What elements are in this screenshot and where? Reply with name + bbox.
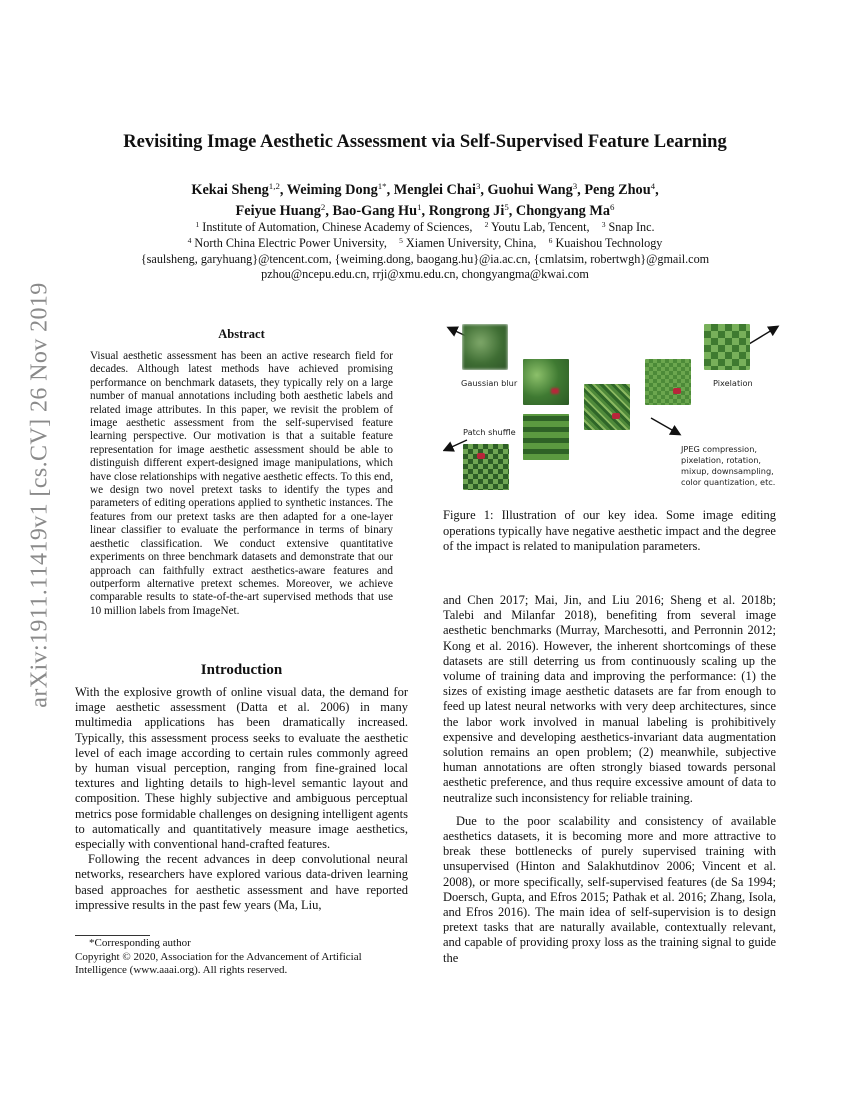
introduction-heading: Introduction	[200, 662, 283, 678]
affiliations: $^1$ Institute of Automation, Chinese Academy of Sciences, $^2$ Youtu Lab, Tencent, $^3$ Snap Inc. $^4$ North China Electric Power University, $^5$ Xiamen University, China, $^6$ Kuaishou Technology {saulsheng, garyhuang}@tencent.com, {weiming.dong, baogang.hu}@ia.ac.cn, {cmlatsim, robertwgh}@gmail.com pzhou@ncepu.edu.cn, rrji@xmu.edu.cn, chongyangma@kwai.com	[60, 220, 790, 283]
abstract-text: Visual aesthetic assessment has been an active research field for decades. Although latest methods have achieved promising performance on benchmark datasets, they typically rely on a large number of manual annotations including both aesthetic labels and related image attributes. In this paper, we revisit the problem of image aesthetic assessment from the self-supervised feature learning perspective. Our motivation is that a suitable feature representation for image aesthetic assessment should be able to distinguish different expert-designed image manipulations, which have close relationships with negative aesthetic effects. To this end, we design two novel pretext tasks to identify the types and parameters of editing operations applied to synthetic instances. The features from our pretext tasks are then adapted for a one-layer linear classifier to evaluate the performance in terms of binary aesthetic classification. We conduct extensive quantitative experiments on three benchmark datasets and demonstrate that our approach can faithfully extract aesthetics-aware features and outperform alternative pretext schemes. Moreover, we achieve comparable results to state-of-the-art supervised methods that use 10 million labels from ImageNet.	[90, 350, 393, 617]
figure-1	[443, 322, 788, 502]
arxiv-identifier-stamp	[20, 282, 60, 708]
email-line: pzhou@ncepu.edu.cn, rrji@xmu.edu.cn, chongyangma@kwai.com	[261, 267, 589, 282]
author: Kekai Sheng$^{1,2}$,	[191, 181, 287, 198]
label-gaussian-blur: Gaussian blur	[461, 378, 518, 388]
label-editing-operations: JPEG compression, pixelation, rotation, mixup, downsampling, color quantization, etc.	[681, 444, 776, 487]
thumbnail-original	[584, 384, 630, 430]
author: Guohui Wang$^3$,	[487, 181, 585, 198]
abstract-heading: Abstract	[218, 327, 265, 341]
arxiv-id-text: arXiv:1911.11419v1 [cs.CV] 26 Nov 2019	[26, 282, 53, 708]
right-column-body	[443, 593, 776, 966]
footnote-rule	[75, 935, 150, 936]
thumbnail-mild-blur	[523, 359, 569, 405]
author: Menglei Chai$^3$,	[393, 181, 488, 198]
paragraph: and Chen 2017; Mai, Jin, and Liu 2016; Sheng et al. 2018b; Talebi and Milanfar 2018), benefiting from several image aesthetic benchmarks (Murray, Marchesotti, and Perronnin 2012; Kong et al. 2016). However, the inherent shortcomings of these datasets are still deterring us from continuously scaling up the volume of training data and improving the performance: (1) the sizes of existing image aesthetic datasets are far from enough to feed up latest neural networks with very deep architectures, since the labor work involved in manual labeling is prohibitively expensive and developing aesthetics-invariant data augmentation solution remains an open problem; (2) meanwhile, subjective human annotations are often strongly biased towards personal aesthetic preference, and thus require excessive amount of data to neutralize such inconsistency for reliable training.	[443, 593, 776, 805]
thumbnail-mild-pixelation	[645, 359, 691, 405]
author: Rongrong Ji$^5$,	[428, 202, 516, 219]
author: Peng Zhou$^4$,	[584, 181, 659, 198]
footnote	[75, 937, 408, 978]
author: Chongyang Ma$^6$	[515, 202, 615, 219]
paragraph: Following the recent advances in deep convolutional neural networks, researchers have explored various data-driven learning based approaches for aesthetic assessment and have reported impressive results in the past few years (Ma, Liu,	[75, 852, 408, 912]
thumbnail-mild-shuffle	[523, 414, 569, 460]
paragraph: With the explosive growth of online visual data, the demand for image aesthetic assessment (Datta et al. 2006) in many multimedia applications has been dramatically increased. Typically, this assessment process seeks to evaluate the aesthetic level of each image according to certain rules commonly agreed by human visual perception, ranging from fine-grained local textures and lighting details to high-level semantic layout and composition. These highly subjective and ambiguous perceptual metrics pose formidable challenges on designing intelligent agents to automatically and quantitatively measure image aesthetics, especially with conventional hand-crafted features.	[75, 685, 408, 852]
author: Feiyue Huang$^2$,	[235, 202, 333, 219]
thumbnail-strong-pixelation	[704, 324, 750, 370]
author: Bao-Gang Hu$^1$,	[332, 202, 429, 219]
copyright-notice: Copyright © 2020, Association for the Advancement of Artificial Intelligence (www.aaai.org). All rights reserved.	[75, 950, 362, 976]
thumbnail-strong-shuffle	[463, 444, 509, 490]
email-line: {saulsheng, garyhuang}@tencent.com, {weiming.dong, baogang.hu}@ia.ac.cn, {cmlatsim, robertwgh}@gmail.com	[140, 251, 710, 266]
label-pixelation: Pixelation	[713, 378, 753, 388]
author-list	[60, 180, 790, 222]
introduction-body	[75, 685, 408, 913]
arrow-to-pixelation	[749, 327, 777, 344]
paragraph: Due to the poor scalability and consistency of available aesthetics datasets, it is becoming more and more attractive to break these bottlenecks of purely supervised training with unsupervised (Hinton and Salakhutdinov 2006; Vincent et al. 2008), or more specifically, self-supervised features (de Sa 1994; Doersch, Gupta, and Efros 2015; Pathak et al. 2016; Zhang, Isola, and Efros 2016). The main idea of self-supervision is to design pretext tasks that are naturally available, contextually relevant, and capable of providing proxy loss as the training signal to guide the	[443, 813, 776, 965]
label-patch-shuffle: Patch shuffle	[463, 427, 516, 437]
paper-title: Revisiting Image Aesthetic Assessment via Self-Supervised Feature Learning	[123, 132, 727, 152]
arrow-to-jpeg	[651, 418, 679, 434]
thumbnail-strong-blur	[462, 324, 508, 370]
author: Weiming Dong$^{1*}$,	[286, 181, 394, 198]
corresponding-author-note: *Corresponding author	[89, 937, 191, 949]
figure-1-caption: Figure 1: Illustration of our key idea. Some image editing operations typically have negative aesthetic impact and the degree of the impact is related to manipulation parameters.	[443, 508, 776, 553]
